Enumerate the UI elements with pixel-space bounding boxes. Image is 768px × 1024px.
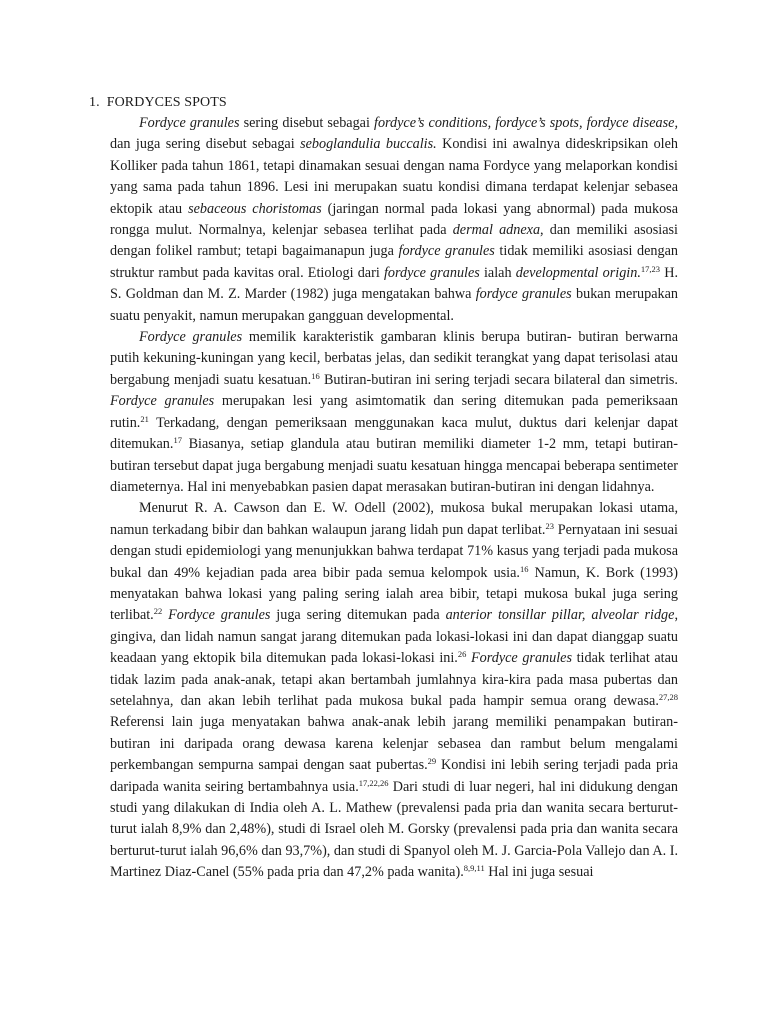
citation-superscript: 21 [140,413,149,424]
text-run: Kondisi ini lebih sering terjadi pada pria daripada wanita seiring bertambahnya usia. [110,757,678,795]
citation-superscript: 27,28 [658,691,678,702]
citation-superscript: 16 [519,563,529,574]
body-text [110,113,678,884]
text-run: memilik karakteristik gambaran klinis berupa butiran- butiran berwarna putih kekuning-kuningan yang kecil, berbatas jelas, dan sedikit terangkat yang dapat terisolasi atau bergabung menjadi suatu kesatuan. [110,329,678,388]
citation-superscript: 22 [153,606,163,617]
text-run: Pernyataan ini sesuai dengan studi epidemiologi yang menunjukkan bahwa terdapat 71% kasus yang terjadi pada mukosa bukal dan 49% kejadian pada area bibir pada semua kelompok usia. [110,521,678,581]
italic-term: sebaceous choristomas [188,200,322,217]
text-run: tidak terlihat atau tidak lazim pada anak-anak, tetapi akan bertambah jumlahnya kira-kira pada masa pubertas dan setelahnya, dan akan lebih terlihat pada mukosa bukal pada hampir semua orang dewasa. [110,650,679,709]
italic-term: Fordyce granules [168,607,271,624]
text-run: Hal ini juga sesuai [484,864,594,881]
text-run: , gingiva, dan lidah namun sangat jarang ditemukan pada lokasi-lokasi ini dan dapat dianggap suatu keadaan yang ektopik bila ditemukan pada lokasi-lokasi ini. [110,607,678,667]
citation-superscript: 17 [173,435,182,446]
italic-term: Fordyce granules [110,393,215,410]
text-run: merupakan lesi yang asimtomatik dan sering ditemukan pada pemeriksaan rutin. [110,393,679,431]
text-run: juga sering ditemukan pada [270,607,446,624]
text-run: Terkadang, dengan pemeriksaan menggunakan kaca mulut, duktus dari kelenjar dapat ditemukan. [110,414,678,453]
italic-term: anterior tonsillar pillar, alveolar ridge [445,607,675,624]
text-run: Biasanya, setiap glandula atau butiran memiliki diameter 1-2 mm, tetapi butiran-butiran tersebut dapat juga bergabung menjadi suatu kesatuan hingga mencapai beberapa sentimeter diameternya. Hal ini menyebabkan pasien dapat merasakan butiran-butiran ini dengan lidahnya. [110,436,678,495]
section-heading [89,93,227,113]
italic-term: seboglandulia buccalis. [300,136,437,153]
text-run: dan juga sering disebut sebagai [110,136,301,153]
italic-term: Fordyce granules [139,329,243,346]
text-run: Namun, K. Bork (1993) menyatakan bahwa lokasi yang paling sering ialah area bibir, tetapi mukosa bukal juga sering terlibat. [110,564,678,624]
italic-term: developmental origin. [515,264,641,281]
text-run: H. S. Goldman dan M. Z. Marder (1982) juga mengatakan bahwa [110,264,679,303]
italic-term: fordyce’s conditions, fordyce’s spots, fordyce disease, [374,115,678,131]
text-run: Menurut R. A. Cawson dan E. W. Odell (2002), mukosa bukal merupakan lokasi utama, namun terkadang bibir dan bahkan walaupun jarang lidah pun dapat terlibat. [110,500,678,538]
italic-term: Fordyce granules [139,115,240,131]
italic-term: fordyce granules [475,286,572,303]
text-run: Kondisi ini awalnya dideskripsikan oleh Kolliker pada tahun 1861, tetapi dinamakan sesuai dengan nama Fordyce yang melaporkan kondisi yang sama pada tahun 1896. Lesi ini merupakan suatu kondisi dimana terdapat kelenjar sebasea ektopik atau [110,136,678,217]
paragraph [110,113,678,327]
text-run: sering disebut sebagai [239,115,375,131]
citation-superscript: 29 [427,756,437,767]
italic-term: dermal adnexa [452,222,541,239]
citation-superscript: 23 [545,520,554,531]
text-run: Butiran-butiran ini sering terjadi secara bilateral dan simetris. [319,371,678,388]
section-number: 1. [89,95,100,110]
citation-superscript: 26 [457,649,467,660]
text-run: bukan merupakan suatu penyakit, namun merupakan gangguan developmental. [110,286,679,324]
citation-superscript: 17,22,26 [358,777,389,788]
text-run: (jaringan normal pada lokasi yang abnormal) pada mukosa rongga mulut. Normalnya, kelenjar sebasea terlihat pada [110,200,678,239]
italic-term: fordyce granules [383,264,480,281]
italic-term: fordyce granules [398,243,495,260]
citation-superscript: 16 [311,370,320,381]
citation-superscript: 8,9,11 [463,863,485,874]
text-run: Referensi lain juga menyatakan bahwa anak-anak lebih jarang memiliki penampakan butiran-butiran ini daripada orang dewasa karena kelenjar sebasea dan rambut belum mengalami perkembangan sempurna sampai dengan saat pubertas. [110,714,678,774]
paragraph [110,498,678,883]
paragraph [110,327,678,498]
citation-superscript: 17,23 [640,263,661,274]
text-run: tidak memiliki asosiasi dengan struktur rambut pada kavitas oral. Etiologi dari [110,243,678,281]
text-run: ialah [479,264,516,281]
text-run: , dan memiliki asosiasi dengan folikel rambut; tetapi bagaimanapun juga [110,222,678,260]
section-title: FORDYCES SPOTS [106,95,227,110]
italic-term: Fordyce granules [470,650,572,667]
text-run: Dari studi di luar negeri, hal ini didukung dengan studi yang dilakukan di India oleh A. L. Mathew (prevalensi pada pria dan wanita secara berturut-turut ialah 8,9% dan 2,48%), studi di Israel oleh M. Gorsky (prevalensi pada pria dan wanita secara berturut-turut ialah 96,6% dan 93,7%), dan studi di Spanyol oleh M. J. Garcia-Pola Vallejo dan A. I. Martinez Diaz-Canel (55% pada pria dan 47,2% pada wanita). [110,778,678,881]
